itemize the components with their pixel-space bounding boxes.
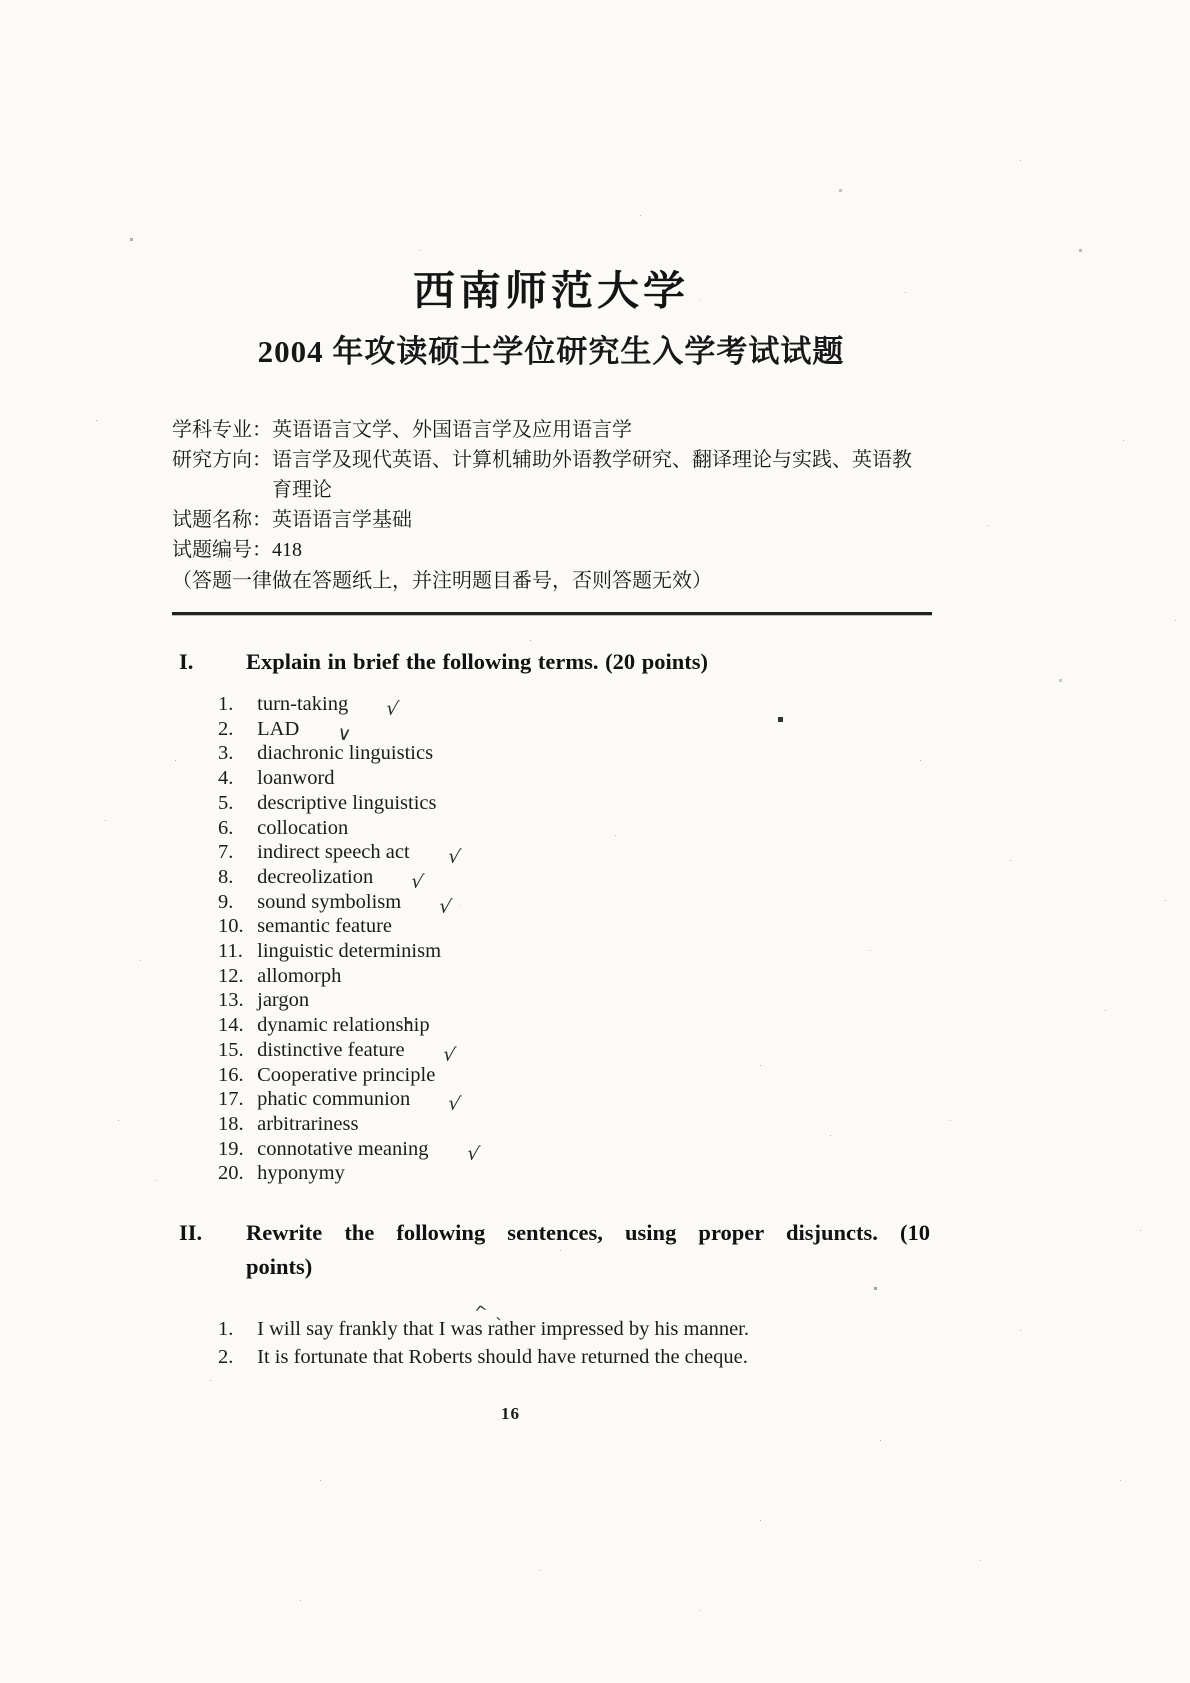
term-item [218,816,930,841]
scan-noise [0,0,1,1]
answer-sheet-note: （答题一律做在答题纸上，并注明题目番号，否则答题无效） [172,570,712,592]
term-number: 20. [218,1162,244,1185]
info-value: 418 [272,539,302,561]
term-text: connotative meaning [257,1137,429,1160]
term-item [218,964,930,989]
term-number: 19. [218,1137,244,1160]
term-text: arbitrariness [257,1112,359,1135]
term-text: descriptive linguistics [257,791,437,814]
term-text: distinctive feature [257,1038,405,1061]
term-text: hyponymy [257,1162,345,1185]
term-item [218,988,930,1013]
exam-title: 2004 年攻读硕士学位研究生入学考试试题 [257,334,845,369]
handwritten-check-icon: √ [437,894,454,919]
section1-heading [172,645,930,679]
handwritten-check-icon: √ [409,870,426,894]
term-item [218,692,930,721]
term-number: 7. [218,841,234,864]
handwritten-check-icon: √ [447,1092,463,1117]
term-item [218,865,930,894]
term-number: 13. [218,989,244,1012]
term-number: 17. [218,1088,244,1111]
term-text: phatic communion [257,1088,411,1111]
term-item [218,766,930,791]
horizontal-rule [172,612,932,615]
term-item [218,791,930,816]
term-number: 11. [218,940,243,963]
term-item [218,1013,930,1038]
info-label: 研究方向： [172,449,272,471]
sentence-text: I will say frankly that I was rather impressed by his manner. [257,1318,749,1341]
info-row [172,505,930,535]
sentence-item [218,1344,930,1372]
info-row [172,535,930,565]
term-number: 5. [218,791,234,814]
term-text: collocation [257,816,349,839]
term-number: 10. [218,915,244,938]
term-number: 6. [218,816,234,839]
page-content [172,258,930,1371]
term-item [218,1038,930,1067]
term-text: dynamic relationship [257,1014,430,1037]
term-item [218,914,930,939]
term-number: 9. [218,890,234,913]
term-number: 1. [218,693,234,715]
term-item [218,741,930,766]
term-number: 15. [218,1038,244,1061]
term-text: loanword [257,767,335,790]
terms-list [218,692,930,1186]
info-value: 英语语言学基础 [272,509,412,531]
term-item [218,890,930,919]
term-number: 12. [218,964,244,987]
term-text: decreolization [257,865,374,888]
term-text: diachronic linguistics [257,742,434,765]
info-row [172,415,930,445]
term-item [218,1087,930,1117]
sentence-item [218,1316,930,1344]
term-item [218,1112,930,1137]
term-text: allomorph [257,964,342,987]
term-item [218,939,930,964]
handwritten-check-icon: √ [446,845,462,869]
term-text: semantic feature [257,915,393,938]
info-row [172,445,930,505]
info-value: 英语语言文学、外国语言学及应用语言学 [272,419,632,441]
handwritten-check-icon: √ [465,1141,481,1166]
section1-heading-text: Explain in brief the following terms. (20 points) [246,649,709,674]
handwritten-check-icon: √ [441,1042,457,1067]
page-number: 16 [501,1404,520,1423]
sentence-number: 2. [218,1345,234,1368]
section2-heading [172,1216,930,1284]
term-text: jargon [257,989,310,1012]
term-item [218,1161,930,1186]
term-number: 2. [218,717,234,740]
handwritten-check-icon: √ [384,697,401,721]
term-text: indirect speech act [257,841,410,864]
term-item [218,840,930,869]
term-item [218,1137,930,1166]
term-item [218,1063,930,1088]
term-item [218,717,930,746]
section2-numeral: II. [179,1220,203,1246]
term-text: Cooperative principle [257,1063,436,1086]
term-number: 3. [218,742,234,765]
term-number: 18. [218,1112,244,1135]
sentence-text: It is fortunate that Roberts should have returned the cheque. [257,1345,748,1368]
handwritten-squiggle-icon: ^ˎ [473,1300,510,1324]
handwritten-check-icon: ∨ [336,721,354,746]
term-number: 16. [218,1063,244,1086]
term-number: 8. [218,865,234,888]
info-label: 学科专业： [172,419,272,441]
term-number: 4. [218,767,234,790]
sentences-list [218,1316,930,1371]
exam-info-block [172,415,930,565]
term-number: 14. [218,1014,244,1037]
info-label: 试题编号： [172,539,272,561]
term-text: turn-taking [257,693,349,715]
section1-numeral: I. [179,649,194,674]
info-value: 语言学及现代英语、计算机辅助外语教学研究、翻译理论与实践、英语教育理论 [272,449,912,501]
term-text: LAD [257,717,300,740]
university-title: 西南师范大学 [412,269,689,314]
sentence-number: 1. [218,1318,234,1341]
term-text: linguistic determinism [257,940,442,963]
term-text: sound symbolism [257,890,402,913]
info-label: 试题名称： [172,509,272,531]
section2-heading-text: Rewrite the following sentences, using proper disjuncts. (10 points) [246,1220,930,1280]
